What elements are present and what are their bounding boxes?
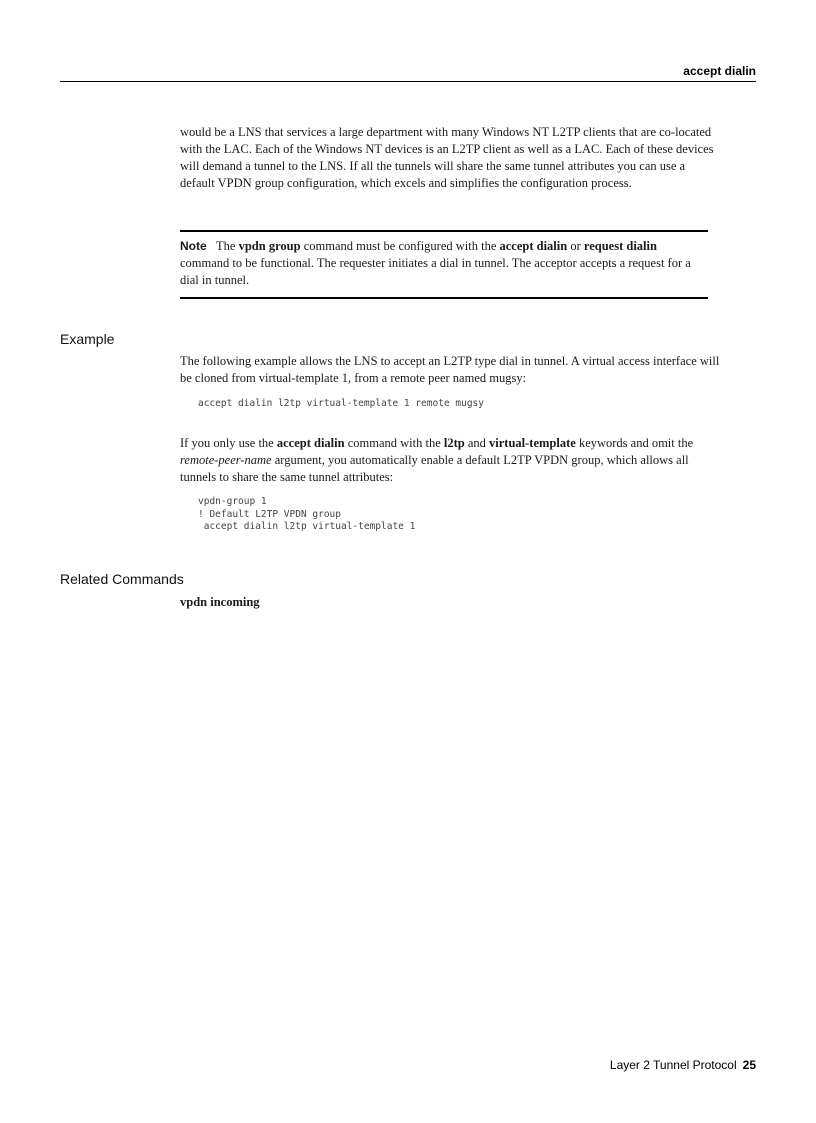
- code-line: accept dialin l2tp virtual-template 1: [198, 521, 416, 532]
- code-line: ! Default L2TP VPDN group: [198, 508, 341, 520]
- note-keyword-accept-dialin: accept dialin: [499, 239, 568, 253]
- note-text-2: command must be configured with the: [300, 239, 500, 253]
- page-number: 25: [742, 1058, 756, 1072]
- page-footer: [460, 1058, 756, 1072]
- example-heading: Example: [60, 331, 115, 347]
- related-command-link: vpdn incoming: [180, 595, 260, 609]
- p2-argument-remote-peer-name: remote-peer-name: [180, 453, 272, 467]
- footer-book-title: Layer 2 Tunnel Protocol: [609, 1058, 737, 1072]
- example-paragraph-1: The following example allows the LNS to accept an L2TP type dial in tunnel. A virtual access interface will be cloned from virtual-template 1, from a remote peer named mugsy:: [180, 354, 720, 385]
- p2-text-3: and: [464, 436, 490, 450]
- note-box: [180, 230, 708, 299]
- note-text: [180, 238, 708, 289]
- header-rule: [60, 81, 756, 82]
- p2-keyword-virtual-template: virtual-template: [489, 436, 576, 450]
- intro-paragraph: would be a LNS that services a large department with many Windows NT L2TP clients that are co-located with the LAC. Each of the Windows NT devices is an L2TP client as well as a LAC. Each of these devices will demand a tunnel to the LNS. If all the tunnels will share the same tunnel attributes you can use a default VPDN group configuration, which excels and simplifies the configuration process.: [180, 125, 714, 190]
- code-example-1: accept dialin l2tp virtual-template 1 remote mugsy: [198, 398, 484, 409]
- note-keyword-vpdn-group: vpdn group: [238, 239, 301, 253]
- note-keyword-request-dialin: request dialin: [583, 239, 657, 253]
- p2-text-1: If you only use the: [180, 436, 277, 450]
- example-paragraph-2: [180, 435, 720, 486]
- note-text-3: or: [567, 239, 584, 253]
- p2-text-5: argument, you automatically enable a default L2TP VPDN group, which allows all tunnels to share the same tunnel attributes:: [180, 453, 689, 484]
- p2-keyword-accept-dialin: accept dialin: [276, 436, 345, 450]
- p2-keyword-l2tp: l2tp: [443, 436, 465, 450]
- note-text-1: The: [216, 239, 239, 253]
- running-header: accept dialin: [683, 64, 756, 78]
- note-text-4: command to be functional. The requester initiates a dial in tunnel. The acceptor accepts a request for a dial in tunnel.: [180, 256, 691, 287]
- related-commands-heading: Related Commands: [60, 571, 184, 587]
- code-line: vpdn-group 1: [198, 496, 267, 507]
- p2-text-4: keywords and omit the: [575, 436, 694, 450]
- note-label: Note: [180, 239, 207, 253]
- code-example-2: [198, 496, 415, 534]
- p2-text-2: command with the: [344, 436, 444, 450]
